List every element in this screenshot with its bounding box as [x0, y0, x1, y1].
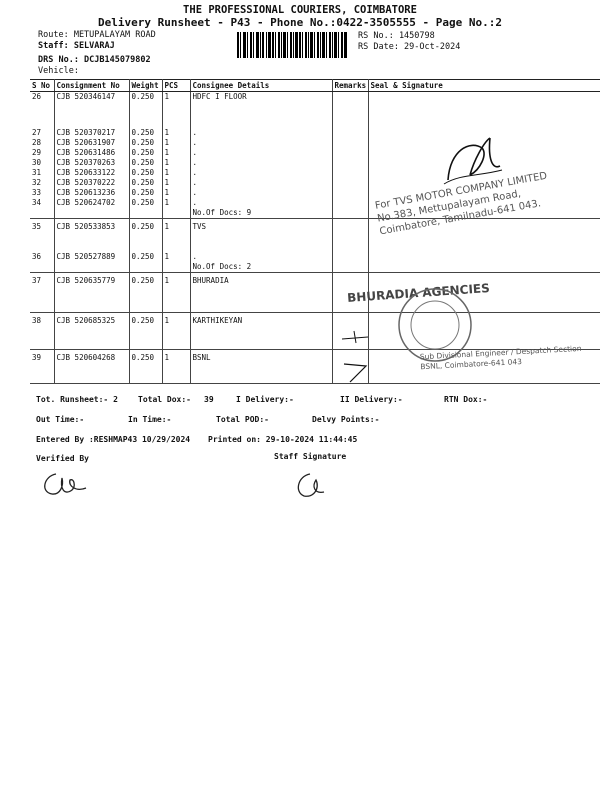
- docs-count-note: No.Of Docs: 2: [190, 262, 332, 273]
- runsheet-table: [30, 79, 600, 384]
- table-header-row: [30, 80, 600, 92]
- table-row: 38 CJB 520685325 0.250 1 KARTHIKEYAN: [30, 313, 600, 327]
- company-name: THE PROFESSIONAL COURIERS, COIMBATORE: [183, 4, 417, 16]
- in-time: In Time:-: [128, 415, 172, 424]
- table-row: 28 CJB 520631907 0.250 1 .: [30, 138, 600, 148]
- cell-sno: 26: [30, 92, 54, 103]
- entered-by: Entered By :RESHMAP43 10/29/2024: [36, 435, 191, 444]
- col-consignment: Consignment No: [54, 80, 129, 92]
- table-row: 35 CJB 520533853 0.250 1 TVS: [30, 219, 600, 233]
- cell-consignee: HDFC I FLOOR: [190, 92, 332, 103]
- col-consignee: Consignee Details: [190, 80, 332, 92]
- table-row: 30 CJB 520370263 0.250 1 .: [30, 158, 600, 168]
- barcode: [237, 32, 347, 58]
- cell-consignment: CJB 520346147: [54, 92, 129, 103]
- table-row: 39 CJB 520604268 0.250 1 BSNL: [30, 350, 600, 364]
- rs-number: RS No.: 1450798: [358, 31, 435, 41]
- tick-mark: [340, 325, 370, 345]
- col-weight: Weight: [129, 80, 162, 92]
- table-row: 31 CJB 520633122 0.250 1 .: [30, 168, 600, 178]
- col-seal-signature: Seal & Signature: [368, 80, 600, 92]
- total-dox-label: Total Dox:-: [138, 395, 191, 404]
- printed-on: Printed on: 29-10-2024 11:44:45: [208, 435, 358, 444]
- staff: Staff: SELVARAJ: [38, 41, 115, 51]
- col-sno: S No: [30, 80, 54, 92]
- drs-number: DRS No.: DCJB145079802: [38, 55, 151, 65]
- table-row: [30, 92, 600, 103]
- arrow-mark: [340, 360, 370, 385]
- ii-delivery: II Delivery:-: [340, 395, 403, 404]
- staff-signature: [290, 470, 330, 500]
- tvs-stamp: For TVS MOTOR COMPANY LIMITED No.383, Mettupalayam Road, Coimbatore, Tamilnadu-641 043.: [374, 170, 549, 238]
- staff-signature-label: Staff Signature: [274, 452, 347, 461]
- cell-weight: 0.250: [129, 92, 162, 103]
- col-pcs: PCS: [162, 80, 190, 92]
- docs-count-note: No.Of Docs: 9: [190, 208, 332, 219]
- table-row: 34 CJB 520624702 0.250 1 .: [30, 198, 600, 208]
- bsnl-stamp: Sub Divisional Engineer / Despatch Section BSNL, Coimbatore-641 043: [419, 343, 582, 372]
- out-time: Out Time:-: [36, 415, 85, 424]
- delivery-points: Delvy Points:-: [312, 415, 380, 424]
- i-delivery: I Delivery:-: [236, 395, 294, 404]
- tot-runsheet: Tot. Runsheet:- 2: [36, 395, 118, 404]
- table-row: 36 CJB 520527889 0.250 1 .: [30, 252, 600, 262]
- runsheet-title: Delivery Runsheet - P43 - Phone No.:0422-3505555 - Page No.:2: [98, 16, 502, 29]
- table-row: 33 CJB 520613236 0.250 1 .: [30, 188, 600, 198]
- table-row: 29 CJB 520631486 0.250 1 .: [30, 148, 600, 158]
- rtn-dox: RTN Dox:-: [444, 395, 488, 404]
- cell-remarks: [332, 92, 368, 103]
- cell-pcs: 1: [162, 92, 190, 103]
- verified-by: Verified By: [36, 454, 89, 463]
- rs-date: RS Date: 29-Oct-2024: [358, 42, 461, 52]
- col-remarks: Remarks: [332, 80, 368, 92]
- vehicle: Vehicle:: [38, 66, 79, 76]
- table-row: 32 CJB 520370222 0.250 1 .: [30, 178, 600, 188]
- table-row: 37 CJB 520635779 0.250 1 BHURADIA: [30, 273, 600, 287]
- total-pod: Total POD:-: [216, 415, 269, 424]
- table-row: 27 CJB 520370217 0.250 1 .: [30, 128, 600, 138]
- route: Route: METUPALAYAM ROAD: [38, 30, 156, 40]
- bhuradia-stamp: BHURADIA AGENCIES: [346, 281, 491, 305]
- total-dox-value: 39: [204, 395, 214, 404]
- verifier-signature: [38, 468, 88, 500]
- cell-seal: [368, 92, 600, 103]
